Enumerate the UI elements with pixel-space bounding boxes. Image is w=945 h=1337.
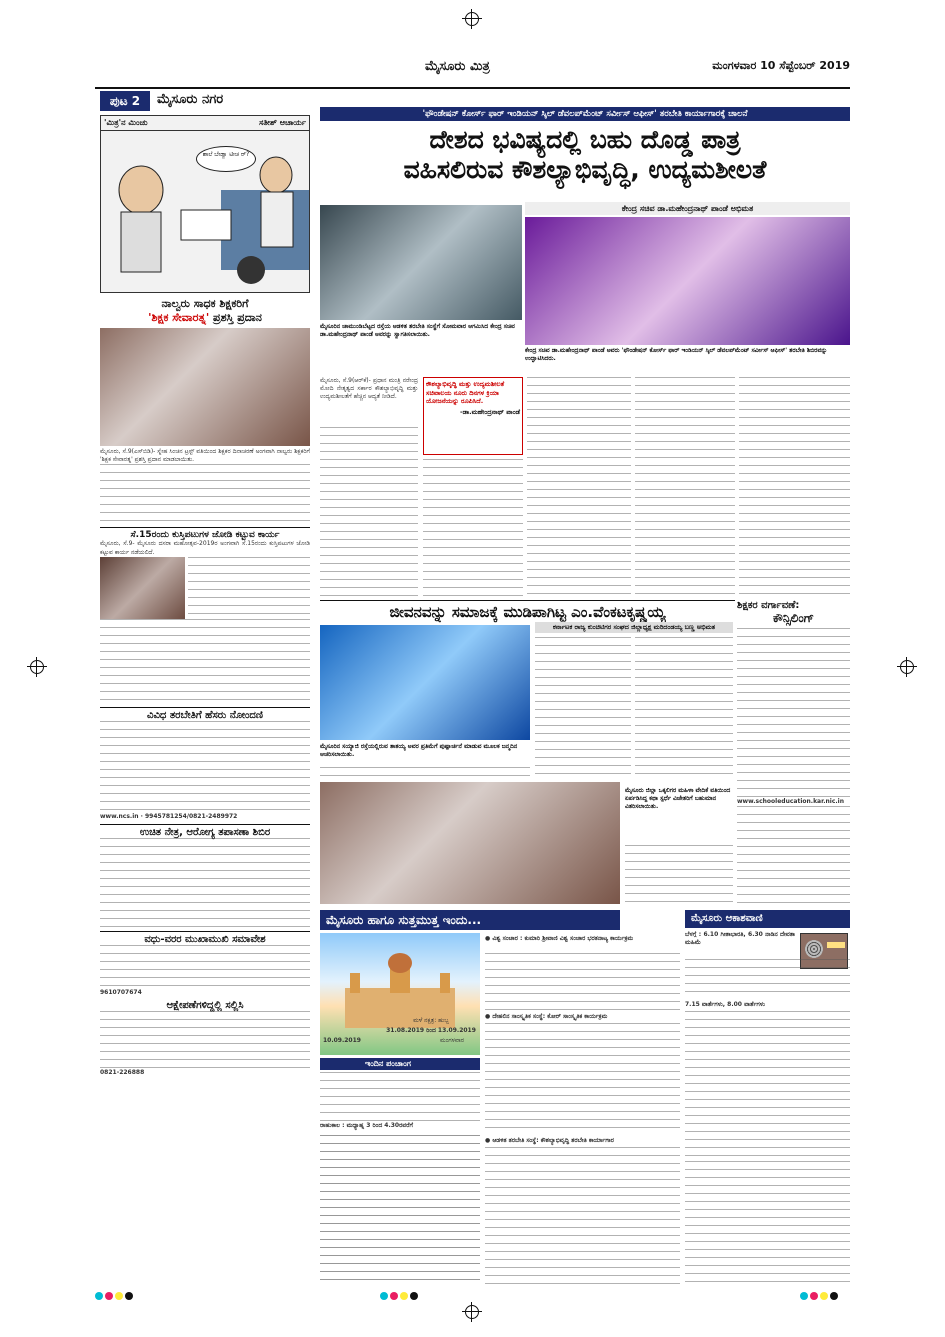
wrestling-photo <box>100 557 185 619</box>
section-name: ಮೈಸೂರು ನಗರ <box>157 92 224 107</box>
today-item-1: ● ವಿಶ್ವ ಸಂಚಾರ : ಕುಮಾರಿ ಶ್ರೀವಾಣಿ ವಿಶ್ವ ಸಂಚಾರ ಭರತನಾಟ್ಯ ಕಾರ್ಯಕ್ರಮ <box>485 935 634 942</box>
cartoon <box>100 115 310 293</box>
today-body-d <box>485 1147 680 1285</box>
main-story-headline <box>320 125 850 185</box>
teachers-award-photo <box>100 328 310 446</box>
wrestling-lead: ಮೈಸೂರು, ಸೆ.9- ಮೈಸೂರು ದಸರಾ ಮಹೋತ್ಸವ-2019ರ ಅಂಗವಾಗಿ ಸೆ.15ರಂದು ಕುಸ್ತಿಪಟುಗಳ ಜೋಡಿ ಕಟ್ಟುವ ಕಾರ್ಯ ನಡೆಯಲಿದೆ. <box>100 540 310 556</box>
eye-camp-body <box>100 838 310 928</box>
awards-caption: ಮೈಸೂರು ಜಿಲ್ಲಾ ಒಕ್ಕಲಿಗರ ಮಹಿಳಾ ವೇದಿಕೆ ವತಿಯಿಂದ ಏರ್ಪಡಿಸಿದ್ದ ಕಥಾ ಸ್ಪರ್ಧೆ ವಿಜೇತರಿಗೆ ಬಹುಮಾನ ವಿತರಿಸಲಾಯಿತು. <box>625 787 731 810</box>
matrimony-phone: 9610707674 <box>100 989 142 997</box>
main-headline-line2: ವಹಿಸಲಿರುವ ಕೌಶಲ್ಯಾಭಿವೃದ್ಧಿ, ಉದ್ಯಮಶೀಲತೆ <box>403 155 767 184</box>
training-headline: ವಿವಿಧ ತರಬೇತಿಗೆ ಹೆಸರು ನೋಂದಣಿ <box>100 707 310 721</box>
main-caption-left: ಮೈಸೂರಿನ ಚಾಮುಂಡಿಬೆಟ್ಟದ ರಸ್ತೆಯ ಆಡಳಿತ ತರಬೇತಿ ಸಂಸ್ಥೆಗೆ ಸೋಮವಾರ ಆಗಮಿಸಿದ ಕೇಂದ್ರ ಸಚಿವ ಡಾ.ಮಹೇಂದ್ರನಾಥ್ ಪಾಂಡೆ ಅವರನ್ನು ಸ್ವಾಗತಿಸಲಾಯಿತು. <box>320 323 515 338</box>
panchang-day: ಮಂಗಳವಾರ <box>440 1037 465 1044</box>
venkata-body-col2 <box>635 637 733 777</box>
cartoon-header <box>101 116 309 131</box>
objections-body <box>100 1011 310 1069</box>
main-story-lead: ಮೈಸೂರು, ಸೆ.9(ಆರ್‌ಕೆ)- ಪ್ರಧಾನ ಮಂತ್ರಿ ನರೇಂದ್ರ ಮೋದಿ ನೇತೃತ್ವದ ಸರ್ಕಾರ ಕೌಶಲ್ಯಾಭಿವೃದ್ಧಿ ಮತ್ತು ಉದ್ಯಮಶೀಲತೆಗೆ ಹೆಚ್ಚಿನ ಆದ್ಯತೆ ನೀಡಿದೆ. <box>320 377 418 401</box>
venkata-body-under-caption <box>320 767 530 779</box>
color-bar-left <box>95 1292 133 1300</box>
story-contest-awards-photo <box>320 782 620 904</box>
panchang-body <box>320 1072 480 1122</box>
radio-body-a <box>685 959 850 999</box>
main-story-body-col5 <box>739 377 850 597</box>
main-caption-right: ಕೇಂದ್ರ ಸಚಿವ ಡಾ.ಮಹೇಂದ್ರನಾಥ್ ಪಾಂಡೆ ಅವರು 'ಫೌಂಡೇಷನ್ ಕೋರ್ಸ್ ಫಾರ್ ಇಂಡಿಯನ್ ಸ್ಕಿಲ್ ಡೆವಲಪ್‌ಮೆಂಟ್ ಸರ್ವೀಸ್ ಆಫೀಸ್' ತರಬೇತಿ ಶಿಬಿರವನ್ನು ಉದ್ಘಾಟಿಸಿದರು. <box>525 347 828 362</box>
today-body-b <box>485 1023 680 1133</box>
teachers-story-body <box>100 464 310 524</box>
teachers-headline-2 <box>100 311 310 325</box>
wrestling-body-b <box>100 619 310 704</box>
cartoon-artist: ಸತೀಶ್ ಆಚಾರ್ಯ <box>259 118 306 127</box>
registration-mark-right <box>900 660 914 674</box>
objections-phone: 0821-226888 <box>100 1069 145 1077</box>
teachers-story-lead: ಮೈಸೂರು, ಸೆ.9(ಎಸ್‌ಬಿಡಿ)- ಸ್ನೇಹ ಸಿಂಚನ ಟ್ರಸ್ಟ್ ವತಿಯಿಂದ ಶಿಕ್ಷಕರ ದಿನಾಚರಣೆ ಅಂಗವಾಗಿ ನಾಲ್ವರು ಶಿಕ್ಷಕರಿಗೆ 'ಶಿಕ್ಷಕ ಸೇವಾರತ್ನ' ಪ್ರಶಸ್ತಿ ಪ್ರದಾನ ಮಾಡಲಾಯಿತು. <box>100 448 310 464</box>
main-story-body-col3 <box>527 377 631 597</box>
pull-quote-attribution: -ಡಾ.ಮಹೇಂದ್ರನಾಥ್ ಪಾಂಡೆ <box>459 407 520 416</box>
radio-item-1: ಬೆಳಗ್ಗೆ : 6.10 ಗೀತಾಭಾರತಿ, 6.30 ನಾಡಿನ ದೇವತಾ ಮಹಿಮೆ <box>685 931 795 947</box>
masthead <box>95 55 850 89</box>
masthead-title: ಮೈಸೂರು ಮಿತ್ರ <box>425 59 490 74</box>
council-body-b <box>737 806 850 906</box>
panchang-nakshatra: ಮಳೆ ನಕ್ಷತ್ರ: ಹುಬ್ಬ <box>413 1017 449 1024</box>
teachers-headline-rest: ಪ್ರಶಸ್ತಿ ಪ್ರದಾನ <box>209 311 262 324</box>
color-bar-right <box>800 1292 838 1300</box>
today-banner: ಮೈಸೂರು ಹಾಗೂ ಸುತ್ತಮುತ್ತ ಇಂದು... <box>320 910 620 930</box>
council-headline-1: ಶಿಕ್ಷಕರ ವರ್ಗಾವಣೆ: <box>737 600 800 611</box>
panchang-title: ಇಂದಿನ ಪಂಚಾಂಗ <box>320 1058 480 1070</box>
today-body-c <box>320 1135 480 1285</box>
teachers-headline-1: ನಾಲ್ವರು ಸಾಧಕ ಶಿಕ್ಷಕರಿಗೆ <box>161 297 249 310</box>
main-story-banner: 'ಫೌಂಡೇಷನ್ ಕೋರ್ಸ್ ಫಾರ್ ಇಂಡಿಯನ್ ಸ್ಕಿಲ್ ಡೆವಲಪ್‌ಮೆಂಟ್ ಸರ್ವೀಸ್ ಆಫೀಸ್' ತರಬೇತಿ ಕಾರ್ಯಾಗಾರಕ್ಕೆ ಚಾಲನೆ <box>320 107 850 121</box>
registration-mark-left <box>30 660 44 674</box>
newspaper-page <box>95 55 850 1285</box>
training-website: www.ncs.in <box>100 812 139 820</box>
eye-camp-headline: ಉಚಿತ ನೇತ್ರ, ಆರೋಗ್ಯ ತಪಾಸಣಾ ಶಿಬಿರ <box>100 824 310 838</box>
radio-body-b <box>685 1011 850 1157</box>
speech-bubble: ಶಾಲೆ ಬೇಡ್ವಾ ಟೀಚ ರ್‌? <box>196 146 256 172</box>
minister-welcome-photo <box>320 205 522 320</box>
radio-banner: ಮೈಸೂರು ಆಕಾಶವಾಣಿ <box>685 910 850 928</box>
main-story-body-col2 <box>423 459 523 597</box>
awards-caption-more <box>625 845 733 903</box>
council-headline-2: ಕೌನ್ಸಿಲಿಂಗ್ <box>772 611 815 625</box>
main-story-body-col1 <box>320 427 418 597</box>
main-story-pull-quote <box>423 377 523 455</box>
color-bar-center <box>380 1292 418 1300</box>
teachers-headline-award: 'ಶಿಕ್ಷಕ ಸೇವಾರತ್ನ' <box>148 311 210 324</box>
training-body <box>100 721 310 813</box>
wrestling-body-a <box>188 557 310 619</box>
panchang-rahukala: ರಾಹುಕಾಲ : ಮಧ್ಯಾಹ್ನ 3 ರಿಂದ 4.30ರವರೆಗೆ <box>320 1122 414 1129</box>
venkatakrishnaiah-tag: ಕರ್ನಾಟಕ ರಾಜ್ಯ ಕುಂಚಿಟಿಗರ ಸಂಘದ ಜಿಲ್ಲಾಧ್ಯಕ್ಷ ಮರಿದಂಡಯ್ಯ ಬಣ್ಣ ಅಭಿಮತ <box>535 622 733 633</box>
main-story-byline: ಕೇಂದ್ರ ಸಚಿವ ಡಾ.ಮಹೇಂದ್ರನಾಥ್ ಪಾಂಡೆ ಅಭಿಮತ <box>525 202 850 215</box>
main-headline-line1: ದೇಶದ ಭವಿಷ್ಯದಲ್ಲಿ ಬಹು ದೊಡ್ಡ ಪಾತ್ರ <box>429 125 741 154</box>
left-column <box>100 115 310 1285</box>
radio-item-2: 7.15 ವಾರ್ತೆಗಳು, 8.00 ವಾರ್ತೆಗಳು <box>685 1001 765 1008</box>
matrimony-headline: ವಧು-ವರರ ಮುಖಾಮುಖಿ ಸಮಾವೇಶ <box>100 931 310 945</box>
teacher-transfer-box <box>737 600 850 906</box>
venkatakrishnaiah-headline: ಜೀವನವನ್ನು ಸಮಾಜಕ್ಕೆ ಮುಡಿಪಾಗಿಟ್ಟ ಎಂ.ವೆಂಕಟಕೃಷ್ಣಯ್ಯ <box>320 600 735 622</box>
council-body-a <box>737 628 850 798</box>
training-contact: www.ncs.in · 9945781254/0821-2489972 <box>100 812 238 820</box>
wrestling-headline: ಸೆ.15ರಂದು ಕುಸ್ತಿಪಟುಗಳ ಜೋಡಿ ಕಟ್ಟುವ ಕಾರ್ಯ <box>100 527 310 540</box>
matrimony-body <box>100 945 310 989</box>
masthead-date: ಮಂಗಳವಾರ 10 ಸೆಪ್ಟೆಂಬರ್ 2019 <box>712 59 850 72</box>
training-phone: 9945781254/0821-2489972 <box>145 812 238 820</box>
statue-caption: ಮೈಸೂರಿನ ಸಯ್ಯಾಜಿ ರಸ್ತೆಯಲ್ಲಿರುವ ತಾತಯ್ಯ ಅವರ ಪ್ರತಿಮೆಗೆ ಪುಷ್ಪಾರ್ಚನೆ ಮಾಡುವ ಮೂಲಕ ಜನ್ಮದಿನ ಆಚರಿಸಲಾಯಿತು. <box>320 743 518 758</box>
today-body-a <box>485 953 680 1011</box>
panchang-period: 31.08.2019 ರಿಂದ 13.09.2019 <box>386 1027 476 1034</box>
objections-headline: ಆಕ್ಷೇಪಣೆಗಳಿದ್ದಲ್ಲಿ ಸಲ್ಲಿಸಿ <box>166 1000 244 1012</box>
panchang-date: 10.09.2019 <box>323 1037 361 1044</box>
statue-photo <box>320 625 530 740</box>
council-website: www.schooleducation.kar.nic.in <box>737 798 844 805</box>
lamp-lighting-photo <box>525 217 850 345</box>
pull-quote-text: ಕೌಶಲ್ಯಾಭಿವೃದ್ಧಿ ಮತ್ತು ಉದ್ಯಮಶೀಲತೆ ಸಚಿವಾಲಯ ನೂರು ದಿನಗಳ ಕ್ರಿಯಾ ಯೋಜನೆಯನ್ನು ರೂಪಿಸಿದೆ. <box>426 380 505 405</box>
main-story-body-col4 <box>635 377 735 597</box>
today-body-e <box>685 1161 850 1285</box>
registration-mark-bottom <box>465 1305 479 1319</box>
today-item-2: ● ದೇಹಲಿನ ಸಾಂಸ್ಕೃತಿಕ ಸಂಸ್ಥೆ: ಕೋರ್ ಸಾಂಸ್ಕೃತಿಕ ಕಾರ್ಯಕ್ರಮ <box>485 1013 608 1020</box>
venkata-body-col1 <box>535 637 631 777</box>
page-number: ಪುಟ 2 <box>100 91 150 111</box>
cartoon-title: 'ಮಿತ್ರ'ನ ಮಿಂಚು <box>104 118 148 127</box>
today-item-3: ● ಆಡಳಿತ ತರಬೇತಿ ಸಂಸ್ಥೆ: ಕೌಶಲ್ಯಾಭಿವೃದ್ಧಿ ತರಬೇತಿ ಕಾರ್ಯಾಗಾರ <box>485 1137 614 1144</box>
registration-mark-top <box>465 12 479 26</box>
